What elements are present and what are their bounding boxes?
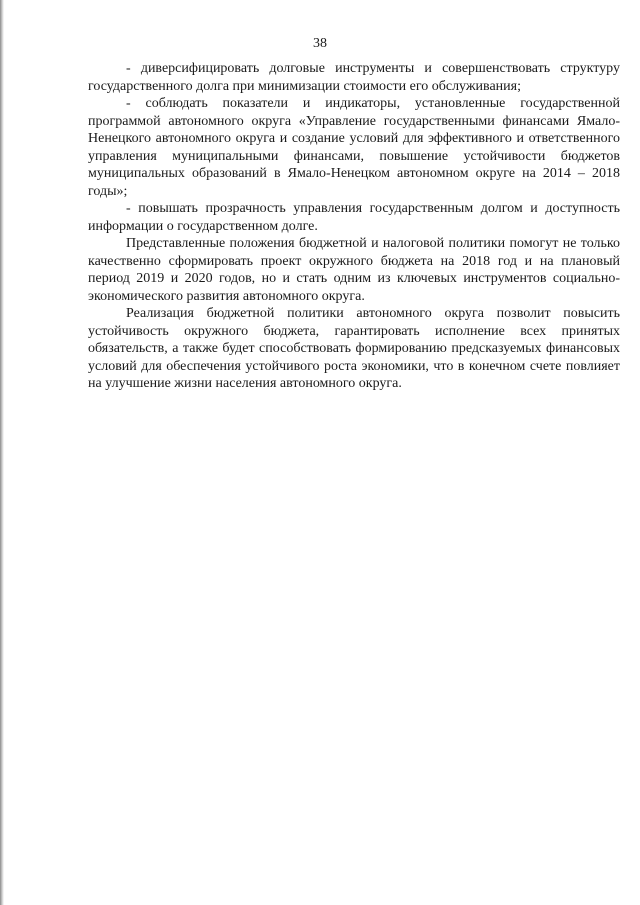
paragraph-debt-transparency: - повышать прозрачность управления государственным долгом и доступность информации о государственном долге. (88, 201, 620, 234)
paragraph-policy-implementation: Реализация бюджетной политики автономного округа позволит повысить устойчивость окружного бюджета, гарантировать исполнение всех принятых обязательств, а также будет способствовать формированию предсказуемых финансовых условий для обеспечения устойчивого роста экономики, что в конечном счете повлияет на улучшение жизни населения автономного округа. (88, 306, 620, 391)
document-body (88, 60, 620, 393)
paragraph-diversify-debt: - диверсифицировать долговые инструменты и совершенствовать структуру государственного долга при минимизации стоимости его обслуживания; (88, 61, 620, 94)
scan-edge (0, 0, 4, 905)
page-number: 38 (313, 36, 327, 51)
paragraph-program-indicators: - соблюдать показатели и индикаторы, установленные государственной программой автономного округа «Управление государственными финансами Ямало-Ненецкого автономного округа и создание условий для эффективного и ответственного управления муниципальными финансами, повышение устойчивости бюджетов муниципальных образований в Ямало-Ненецком автономном округе на 2014 – 2018 годы»; (88, 96, 620, 199)
paragraph-budget-policy-provisions: Представленные положения бюджетной и налоговой политики помогут не только качественно сформировать проект окружного бюджета на 2018 год и на плановый период 2019 и 2020 годов, но и стать одним из ключевых инструментов социально-экономического развития автономного округа. (88, 236, 620, 304)
